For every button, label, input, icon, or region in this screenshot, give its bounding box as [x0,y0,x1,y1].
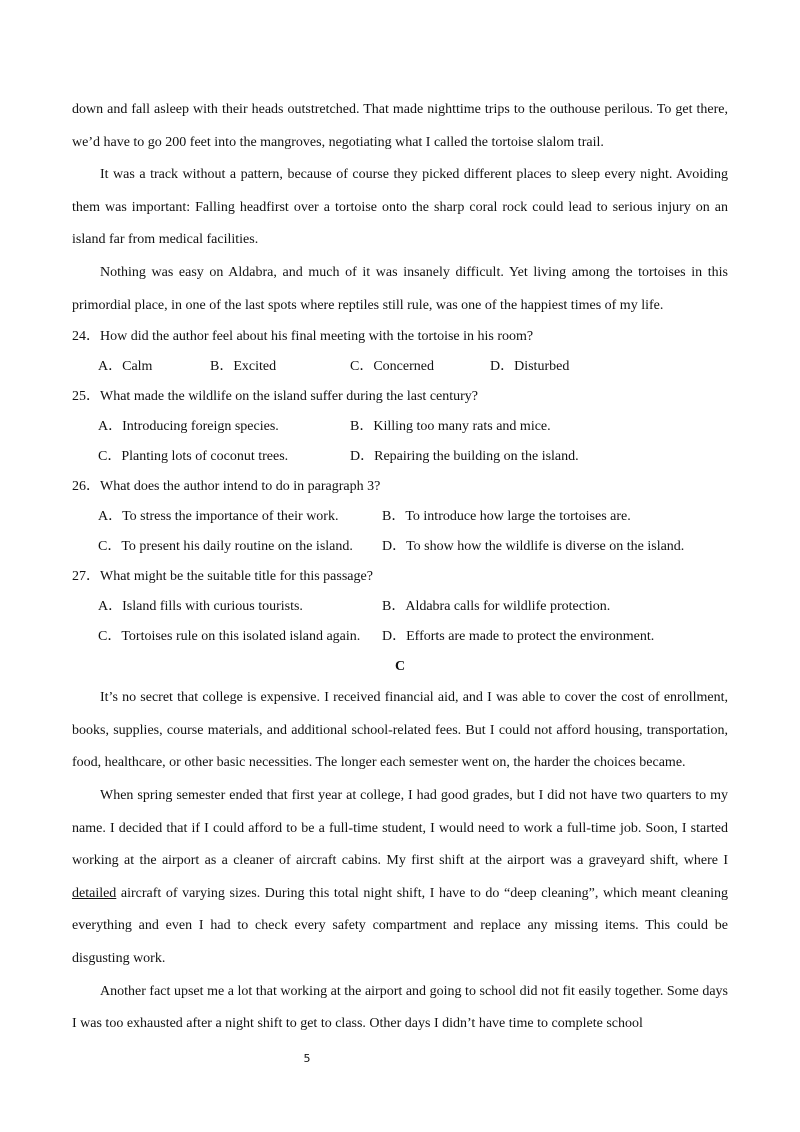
question-25-option-d: D．Repairing the building on the island. [350,449,579,465]
page-content [72,94,728,1041]
question-24-stem: 24．How did the author feel about his final meeting with the tortoise in his room? [72,329,534,345]
passage-c-paragraph-3: Another fact upset me a lot that working at the airport and going to school did not fit easily together. Some days I was too exhausted after a night shift to get to class. Other days I didn’t have time to complete school [72,983,728,1032]
passage-c-paragraph-1: It’s no secret that college is expensive. I received financial aid, and I was able to cover the cost of enrollment, books, supplies, course materials, and additional school-related fees. But I could not afford housing, transportation, food, healthcare, or other basic necessities. The longer each semester went on, the harder the choices became. [72,690,728,771]
passage-c-heading: C [394,659,406,675]
question-24-options [72,352,728,382]
question-27-option-c: C．Tortoises rule on this isolated island again. [98,629,361,645]
page-number: 5 [303,1052,311,1065]
question-27-option-b: B．Aldabra calls for wildlife protection. [382,599,611,615]
question-26-option-c: C．To present his daily routine on the island. [98,539,353,555]
passage-b-paragraph-3: Nothing was easy on Aldabra, and much of it was insanely difficult. Yet living among the tortoises in this primordial place, in one of the last spots where reptiles still rule, was one of the happiest times of my life. [72,264,728,313]
passage-b-paragraph-2: It was a track without a pattern, because of course they picked different places to sleep every night. Avoiding them was important: Falling headfirst over a tortoise onto the sharp coral rock could lead to serious injury on an island far from medical facilities. [72,167,728,248]
question-26-option-b: B．To introduce how large the tortoises are. [382,509,631,525]
question-26-option-a: A．To stress the importance of their work. [98,509,339,525]
question-27-options [72,592,728,652]
question-24-option-d: D．Disturbed [490,359,570,375]
question-25-option-b: B．Killing too many rats and mice. [350,419,551,435]
question-27-option-d: D．Efforts are made to protect the environment. [382,629,655,645]
question-26-option-d: D．To show how the wildlife is diverse on the island. [382,539,685,555]
question-25-stem: 25．What made the wildlife on the island suffer during the last century? [72,389,479,405]
question-24-option-c: C．Concerned [350,359,434,375]
question-26-stem: 26．What does the author intend to do in paragraph 3? [72,479,381,495]
passage-c-paragraph-2-before: When spring semester ended that first year at college, I had good grades, but I did not have two quarters to my name. I decided that if I could afford to be a full-time student, I would need to work a full-time job. Soon, I started working at the airport as a cleaner of aircraft cabins. My first shift at the airport was a graveyard shift, where I [72,787,728,869]
question-27-stem: 27．What might be the suitable title for this passage? [72,569,373,585]
question-27-option-a: A．Island fills with curious tourists. [98,599,303,615]
passage-c-paragraph-2 [72,780,728,976]
question-26-options [72,502,728,562]
question-25-options [72,412,728,472]
question-24-option-a: A．Calm [98,359,153,375]
passage-c-paragraph-2-after: aircraft of varying sizes. During this total night shift, I have to do “deep cleaning”, which meant cleaning everything and even I had to check every safety compartment and replace any missing items. This could be disgusting work. [72,885,728,966]
passage-b-paragraph-1-continued: down and fall asleep with their heads outstretched. That made nighttime trips to the outhouse perilous. To get there, we’d have to go 200 feet into the mangroves, negotiating what I called the tortoise slalom trail. [72,102,728,150]
question-25-option-a: A．Introducing foreign species. [98,419,279,435]
question-25-option-c: C．Planting lots of coconut trees. [98,449,289,465]
underlined-word-detailed: detailed [72,885,117,901]
question-24-option-b: B．Excited [210,359,277,375]
